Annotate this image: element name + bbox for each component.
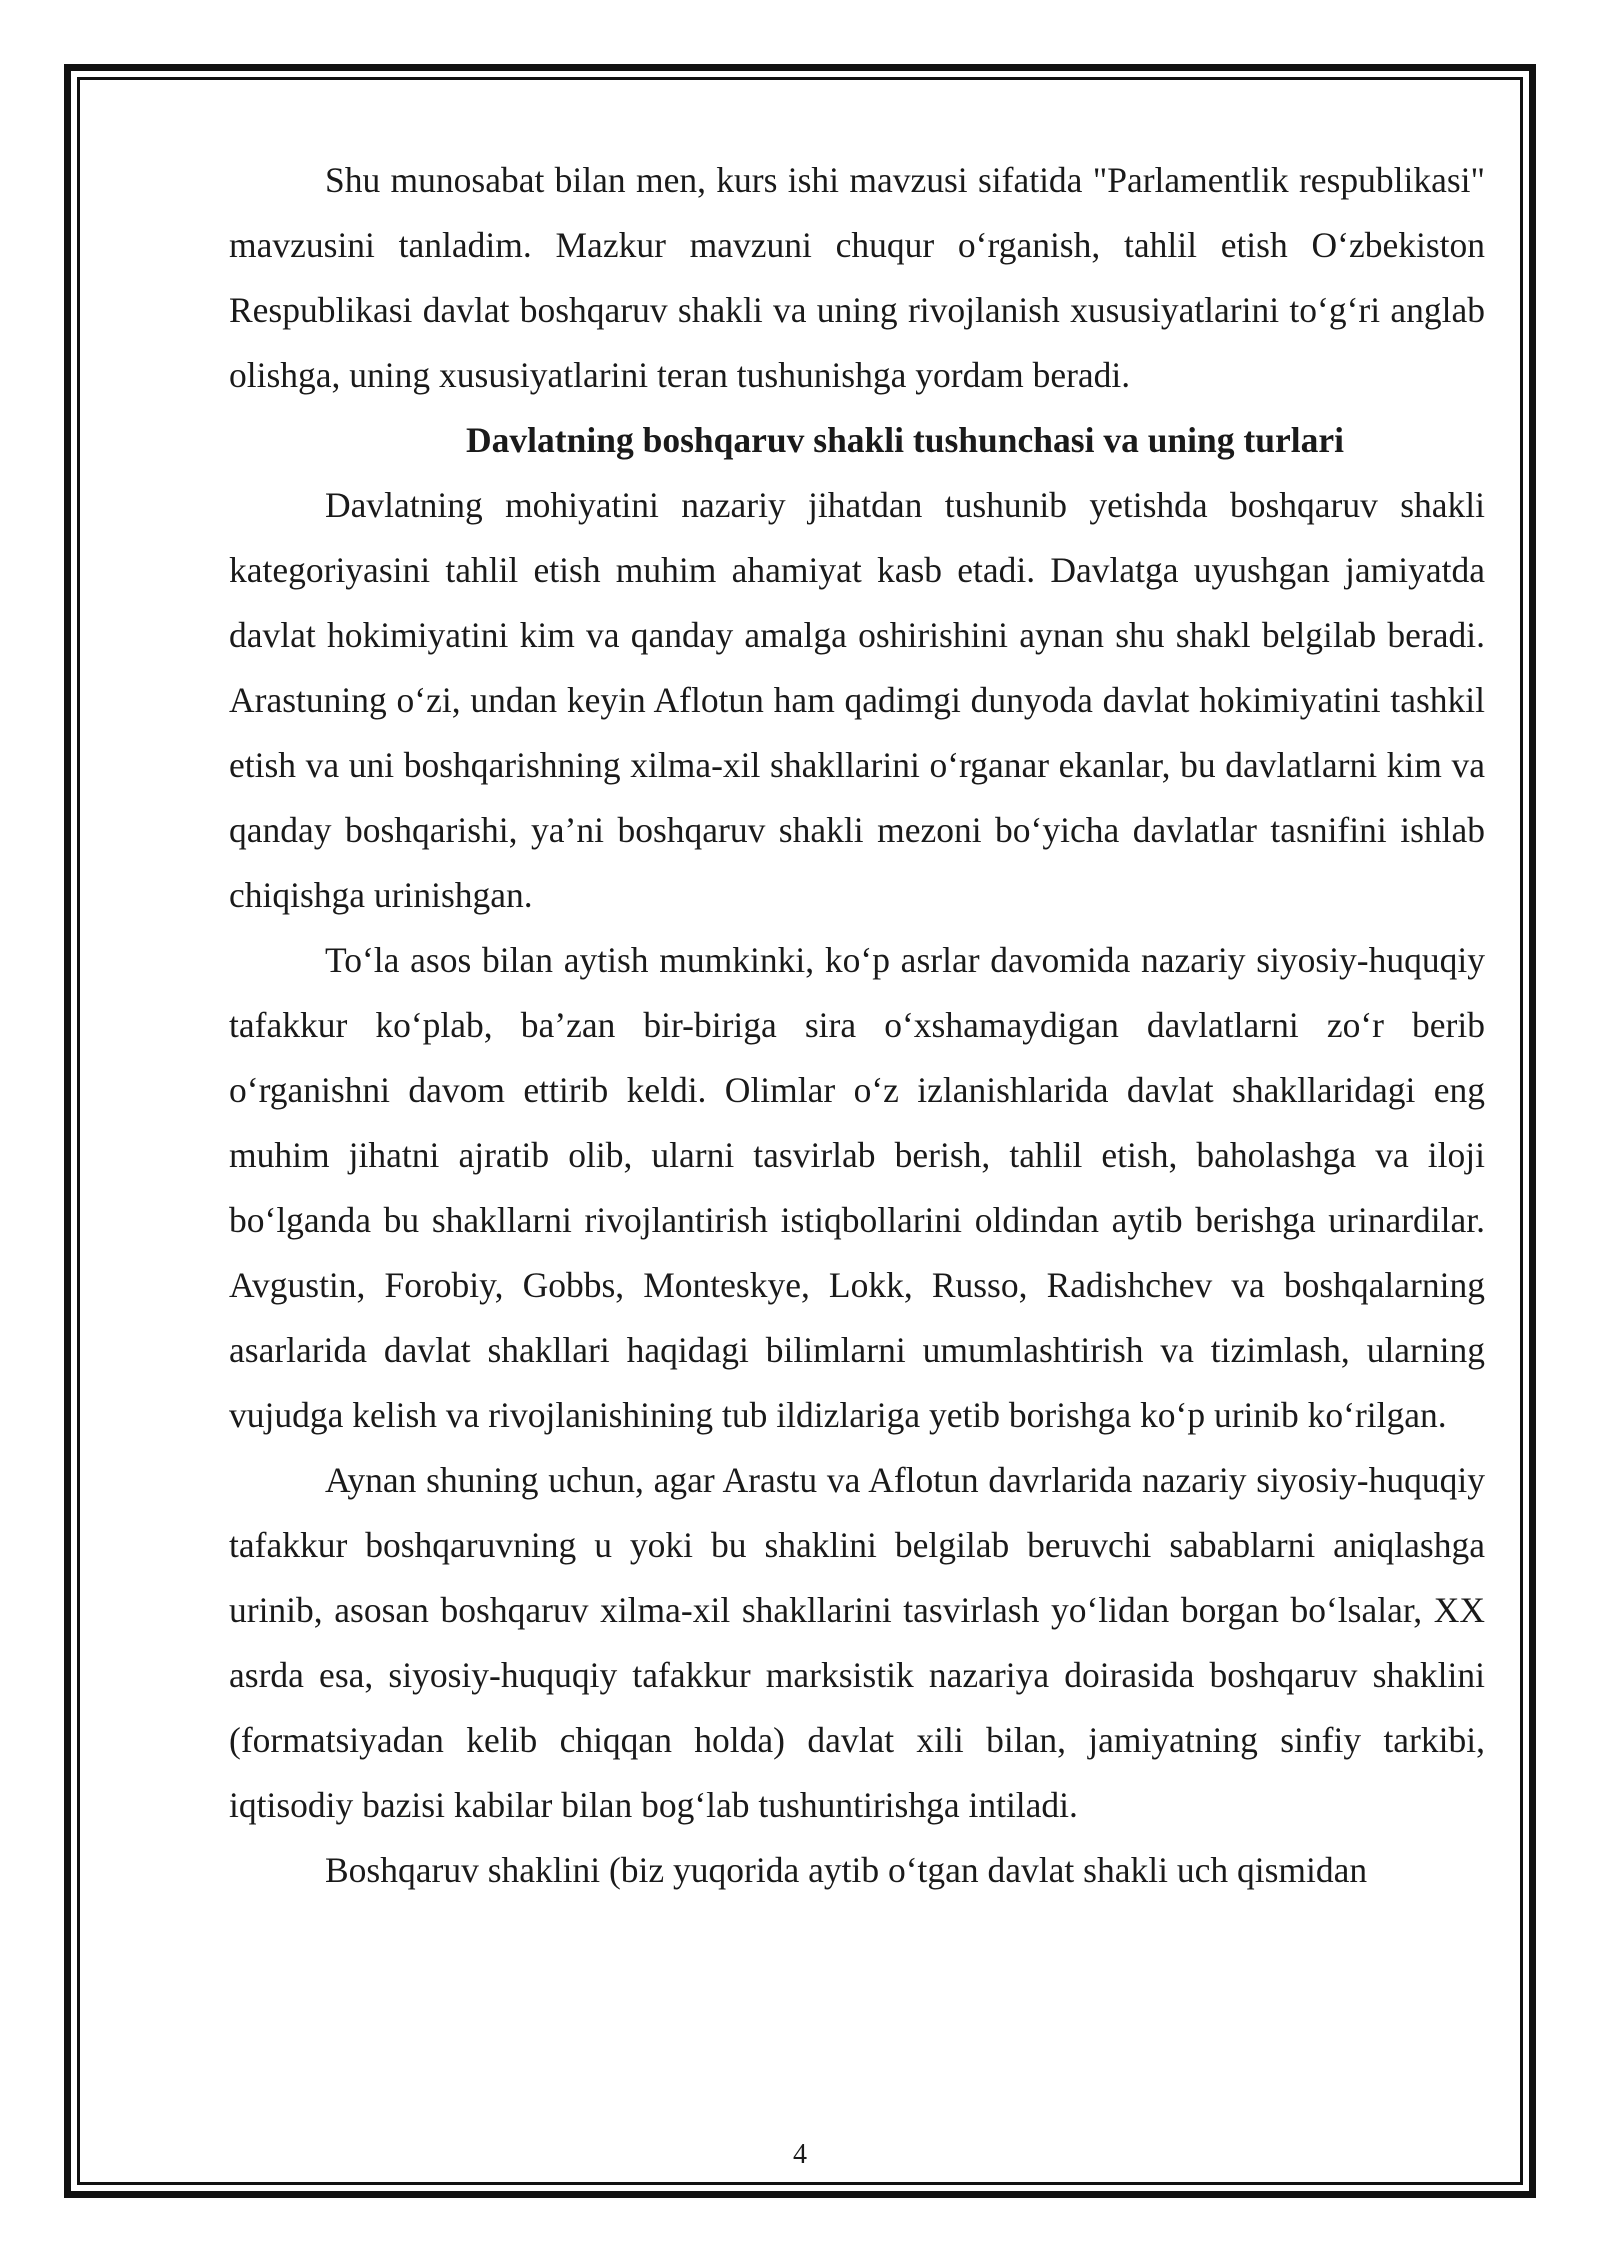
paragraph-2: Davlatning mohiyatini nazariy jihatdan tushunib yetishda boshqaruv shakli kategoriyasini tahlil etish muhim ahamiyat kasb etadi. Davlatga uyushgan jamiyatda davlat hokimiyatini kim va qanday amalga oshirishini aynan shu shakl belgilab beradi. Arastuning o‘zi, undan keyin Aflotun ham qadimgi dunyoda davlat hokimiyatini tashkil etish va uni boshqarishning xilma-xil shakllarini o‘rganar ekanlar, bu davlatlarni kim va qanday boshqarishi, ya’ni boshqaruv shakli mezoni bo‘yicha davlatlar tasnifini ishlab chiqishga urinishgan. bbox=[229, 485, 1485, 915]
paragraph-1: Shu munosabat bilan men, kurs ishi mavzusi sifatida "Parlamentlik respublikasi" mavzusini tanladim. Mazkur mavzuni chuqur o‘rganish, tahlil etish O‘zbekiston Respublikasi davlat boshqaruv shakli va uning rivojlanish xususiyatlarini to‘g‘ri anglab olishga, uning xususiyatlarini teran tushunishga yordam beradi. bbox=[229, 160, 1485, 395]
paragraph-5: Boshqaruv shaklini (biz yuqorida aytib o‘tgan davlat shakli uch qismidan bbox=[325, 1850, 1368, 1890]
paragraph-3: To‘la asos bilan aytish mumkinki, ko‘p asrlar davomida nazariy siyosiy-huquqiy tafakkur ko‘plab, ba’zan bir-biriga sira o‘xshamaydigan davlatlarni zo‘r berib o‘rganishni davom ettirib keldi. Olimlar o‘z izlanishlarida davlat shakllaridagi eng muhim jihatni ajratib olib, ularni tasvirlab berish, tahlil etish, baholashga va iloji bo‘lganda bu shakllarni rivojlantirish istiqbollarini oldindan aytib berishga urinardilar. Avgustin, Forobiy, Gobbs, Monteskye, Lokk, Russo, Radishchev va boshqalarning asarlarida davlat shakllari haqidagi bilimlarni umumlashtirish va tizimlash, ularning vujudga kelish va rivojlanishining tub ildizlariga yetib borishga ko‘p urinib ko‘rilgan. bbox=[229, 940, 1485, 1435]
page-number: 4 bbox=[793, 2139, 807, 2170]
paragraph-4: Aynan shuning uchun, agar Arastu va Aflotun davrlarida nazariy siyosiy-huquqiy tafakkur boshqaruvning u yoki bu shaklini belgilab beruvchi sabablarni aniqlashga urinib, asosan boshqaruv xilma-xil shakllarini tasvirlash yo‘lidan borgan bo‘lsalar, XX asrda esa, siyosiy-huquqiy tafakkur marksistik nazariya doirasida boshqaruv shaklini (formatsiyadan kelib chiqqan holda) davlat xili bilan, jamiyatning sinfiy tarkibi, iqtisodiy bazisi kabilar bilan bog‘lab tushuntirishga intiladi. bbox=[229, 1460, 1485, 1825]
section-heading: Davlatning boshqaruv shakli tushunchasi va uning turlari bbox=[466, 420, 1344, 460]
document-body bbox=[229, 148, 1485, 1903]
